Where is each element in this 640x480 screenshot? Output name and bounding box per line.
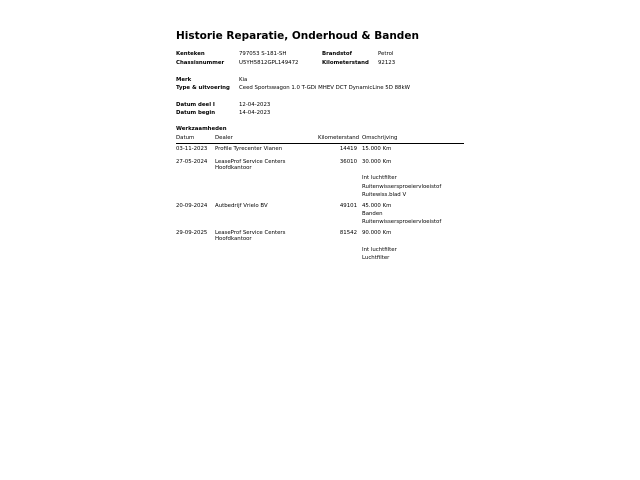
description-line: Int luchtfilter — [362, 175, 397, 182]
row-omschrijving — [362, 203, 464, 228]
datum-begin-label: Datum begin — [176, 110, 216, 116]
werkzaamheden-heading: Werkzaamheden — [176, 126, 227, 132]
type-value: Ceed Sportswagon 1.0 T-GDi MHEV DCT DynamicLine 5D 88kW — [239, 85, 410, 91]
description-line: Ruitewiss.blad V — [362, 191, 407, 198]
column-header-kilometerstand: Kilometerstand — [318, 135, 360, 141]
row-dealer: LeaseProf Service Centers Hoofdkantoor — [215, 158, 286, 171]
datum-deel-label: Datum deel I — [176, 101, 215, 108]
werkzaamheden-table — [176, 135, 464, 264]
row-date: 03-11-2023 — [176, 145, 208, 152]
row-kilometerstand: 36010 — [339, 158, 357, 165]
row-omschrijving — [362, 159, 464, 201]
table-row — [176, 230, 464, 266]
type-label: Type & uitvoering — [176, 85, 230, 91]
description-line — [362, 238, 464, 247]
description-line: Ruitenwissersproeiervloeistof — [362, 183, 442, 190]
page-title: Historie Reparatie, Onderhoud & Banden — [176, 30, 419, 42]
table-row — [176, 159, 464, 203]
row-kilometerstand: 49101 — [339, 202, 357, 209]
description-line — [362, 167, 464, 176]
merk-label: Merk — [176, 76, 192, 83]
column-header-datum: Datum — [176, 135, 195, 141]
kenteken-label: Kenteken — [176, 51, 205, 57]
row-omschrijving — [362, 146, 464, 154]
column-header-dealer: Dealer — [215, 135, 233, 141]
merk-value: Kia — [239, 76, 248, 83]
row-date: 27-05-2024 — [176, 158, 208, 165]
km-label: Kilometerstand — [322, 59, 369, 66]
description-line: Ruitenwissersproeiervloeistof — [362, 218, 442, 225]
chassis-value: U5YH5812GPL149472 — [239, 59, 299, 66]
row-kilometerstand: 81542 — [339, 229, 357, 236]
description-line: 15.000 Km — [362, 145, 392, 152]
datum-deel-value: 12-04-2023 — [239, 101, 271, 108]
km-value: 92123 — [378, 59, 396, 66]
datum-begin-value: 14-04-2023 — [239, 110, 271, 116]
description-line: 45.000 Km — [362, 202, 392, 209]
table-header — [176, 135, 464, 144]
brandstof-label: Brandstof — [322, 51, 352, 57]
chassis-label: Chassisnummer — [176, 59, 225, 66]
description-line: Banden — [362, 210, 383, 217]
table-row — [176, 146, 464, 159]
column-header-omschrijving: Omschrijving — [362, 135, 398, 141]
description-line: 30.000 Km — [362, 158, 392, 165]
row-date: 20-09-2024 — [176, 202, 208, 209]
table-body — [176, 146, 464, 266]
row-date: 29-09-2025 — [176, 229, 208, 236]
row-kilometerstand: 14419 — [339, 145, 357, 152]
row-omschrijving — [362, 230, 464, 263]
row-dealer: Profile Tyrecenter Vianen — [215, 145, 283, 152]
description-line: Luchtfilter — [362, 254, 390, 261]
description-line: Int luchtfilter — [362, 246, 397, 253]
row-dealer: LeaseProf Service Centers Hoofdkantoor — [215, 229, 286, 243]
row-dealer: Autbedrijf Vrielo BV — [215, 202, 268, 209]
description-line: 90.000 Km — [362, 229, 392, 236]
brandstof-value: Petrol — [378, 51, 394, 57]
table-row — [176, 203, 464, 230]
kenteken-value: 797053 S-181-SH — [239, 51, 287, 57]
